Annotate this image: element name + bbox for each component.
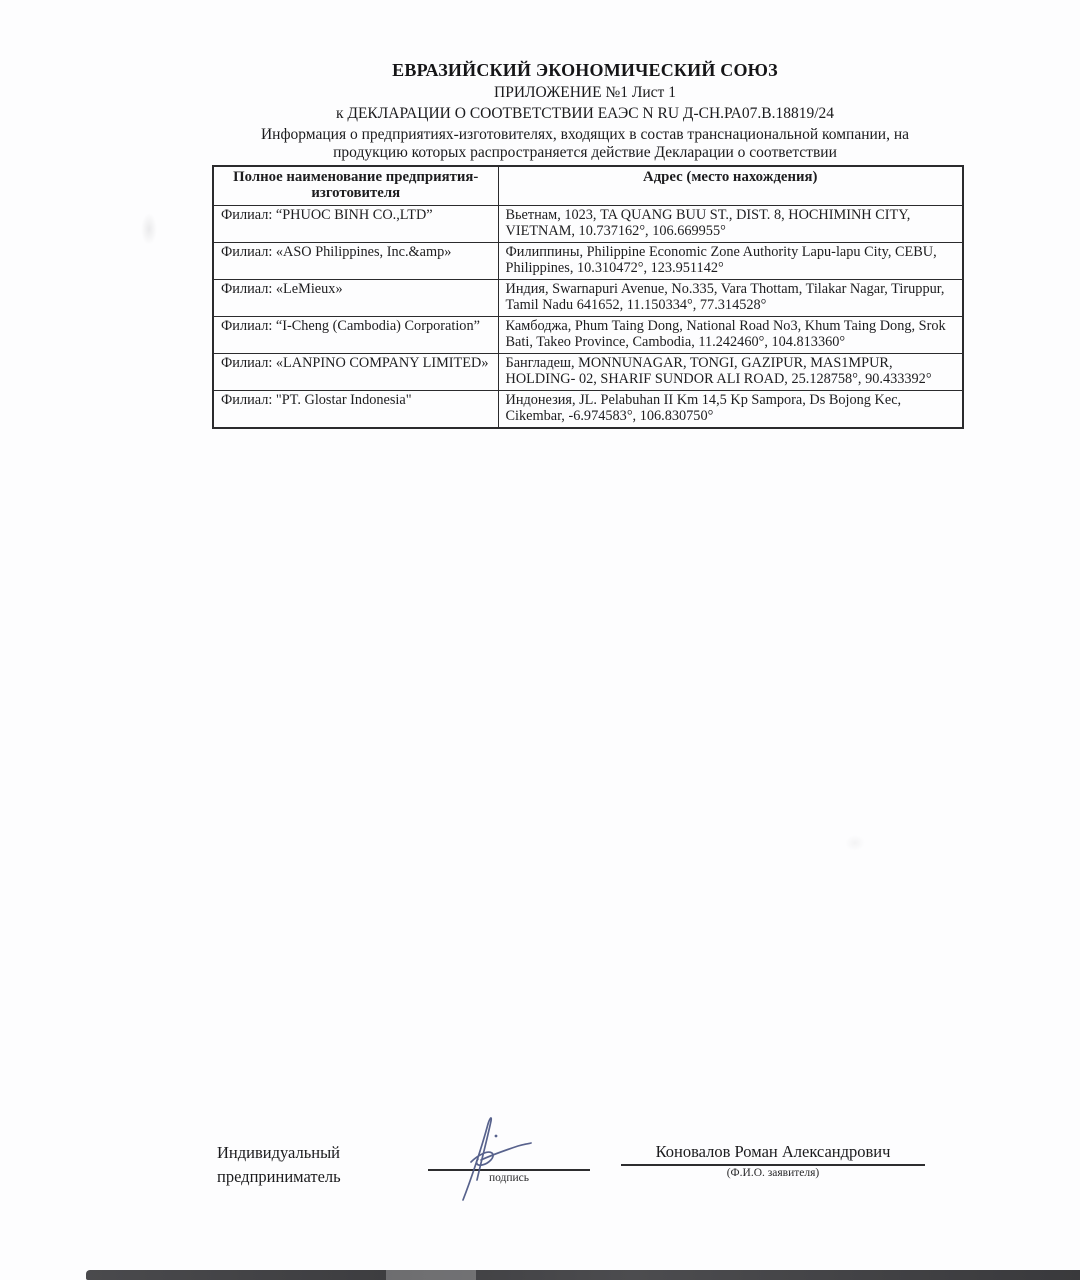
document-header xyxy=(120,60,1050,163)
manufacturer-name: Филиал: “I-Cheng (Cambodia) Corporation” xyxy=(213,316,498,353)
scan-edge-artifact xyxy=(86,1270,1080,1280)
manufacturer-name: Филиал: «ASO Philippines, Inc.&amp» xyxy=(213,242,498,279)
manufacturer-address: Индия, Swarnapuri Avenue, No.335, Vara Thottam, Tilakar Nagar, Tiruppur, Tamil Nadu 641652, 11.150334°, 77.314528° xyxy=(498,279,963,316)
manufacturer-name: Филиал: «LeMieux» xyxy=(213,279,498,316)
applicant-name-field xyxy=(621,1142,925,1179)
union-title: ЕВРАЗИЙСКИЙ ЭКОНОМИЧЕСКИЙ СОЮЗ xyxy=(392,60,778,80)
signature-caption: подпись xyxy=(488,1172,530,1184)
table-row xyxy=(213,242,963,279)
manufacturer-name: Филиал: “PHUOC BINH CO.,LTD” xyxy=(213,205,498,242)
manufacturer-address: Бангладеш, MONNUNAGAR, TONGI, GAZIPUR, MAS1MPUR, HOLDING- 02, SHARIF SUNDOR ALI ROAD, 25.128758°, 90.433392° xyxy=(498,353,963,390)
column-header-address: Адрес (место нахождения) xyxy=(498,166,963,205)
table-header-row xyxy=(213,166,963,205)
scan-smudge xyxy=(141,213,157,245)
applicant-name: Коновалов Роман Александрович xyxy=(621,1142,925,1166)
manufacturer-address: Индонезия, JL. Pelabuhan II Km 14,5 Kp Sampora, Ds Bojong Kec, Cikembar, -6.974583°, 106.830750° xyxy=(498,390,963,428)
manufacturer-name: Филиал: «LANPINO COMPANY LIMITED» xyxy=(213,353,498,390)
table-row xyxy=(213,279,963,316)
appendix-line: ПРИЛОЖЕНИЕ №1 Лист 1 xyxy=(494,84,676,101)
header-description: Информация о предприятиях-изготовителях, входящих в состав транснациональной компании, на продукцию которых распространяется действие Декларации о соответствии xyxy=(260,126,910,162)
table-row xyxy=(213,353,963,390)
manufacturer-address: Камбоджа, Phum Taing Dong, National Road No3, Khum Taing Dong, Srok Bati, Takeo Province, Cambodia, 11.242460°, 104.813360° xyxy=(498,316,963,353)
manufacturer-name: Филиал: "PT. Glostar Indonesia" xyxy=(213,390,498,428)
applicant-name-caption: (Ф.И.О. заявителя) xyxy=(726,1167,820,1179)
signature-line xyxy=(428,1138,590,1171)
table-row xyxy=(213,205,963,242)
table-row xyxy=(213,390,963,428)
table-row xyxy=(213,316,963,353)
column-header-name: Полное наименование предприятия-изготовителя xyxy=(213,166,498,205)
applicant-role: Индивидуальный предприниматель xyxy=(217,1143,341,1186)
signature-field xyxy=(428,1138,590,1184)
manufacturer-address: Вьетнам, 1023, TA QUANG BUU ST., DIST. 8, HOCHIMINH CITY, VIETNAM, 10.737162°, 106.669955° xyxy=(498,205,963,242)
scan-smudge xyxy=(845,835,865,851)
declaration-number-line: к ДЕКЛАРАЦИИ О СООТВЕТСТВИИ ЕАЭС N RU Д-СН.РА07.В.18819/24 xyxy=(335,105,835,122)
manufacturer-address: Филиппины, Philippine Economic Zone Authority Lapu-lapu City, CEBU, Philippines, 10.310472°, 123.951142° xyxy=(498,242,963,279)
manufacturers-table xyxy=(212,165,964,429)
